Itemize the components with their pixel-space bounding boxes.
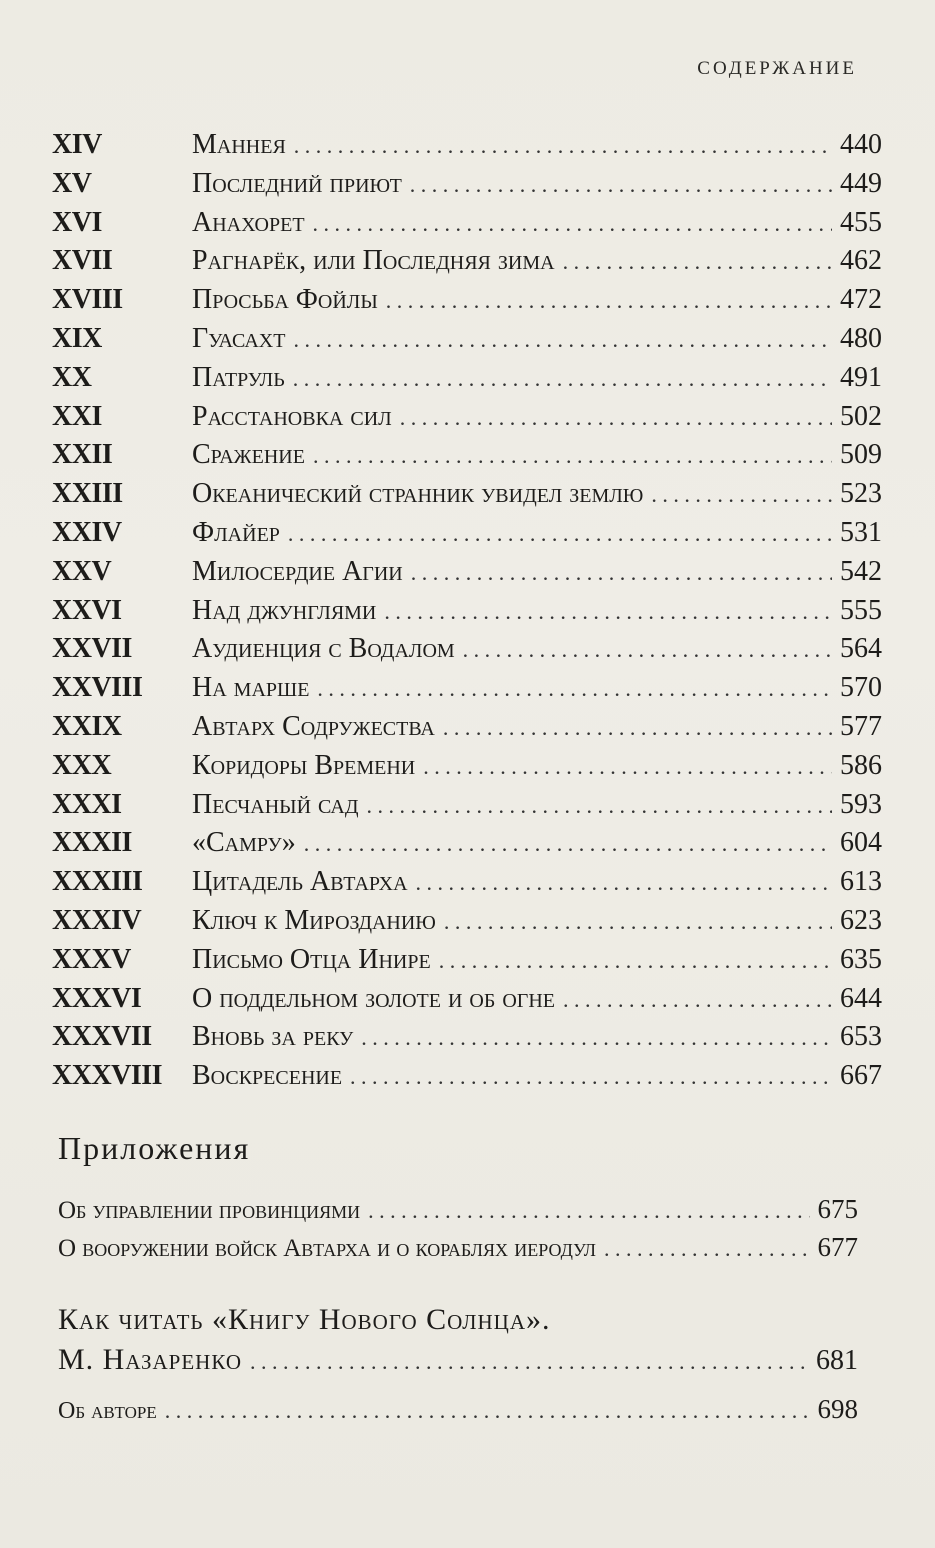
chapter-title: Вновь за реку <box>192 1021 354 1053</box>
toc-row <box>52 941 882 980</box>
chapter-number: XXXI <box>52 788 122 820</box>
toc-row <box>52 398 882 437</box>
page-number: 509 <box>840 439 882 471</box>
chapter-title: Океанический странник увидел землю <box>192 478 644 510</box>
chapter-number: XXII <box>52 439 113 471</box>
page-number: 564 <box>840 633 882 665</box>
dot-leader <box>293 360 832 399</box>
dot-leader <box>416 864 832 903</box>
toc-row <box>52 281 882 320</box>
running-head: СОДЕРЖАНИЕ <box>697 58 857 79</box>
dot-leader <box>361 1019 832 1058</box>
toc-row <box>52 242 882 281</box>
toc-row <box>52 553 882 592</box>
chapter-title: Милосердие Агии <box>192 555 403 587</box>
chapter-title: Рагнарёк, или Последняя зима <box>192 245 555 277</box>
chapter-number: XX <box>52 361 92 393</box>
toc-row <box>52 514 882 553</box>
page-number: 604 <box>840 827 882 859</box>
chapter-number: XXIX <box>52 710 122 742</box>
chapter-number: XXXIV <box>52 904 142 936</box>
chapter-title: Письмо Отца Инире <box>192 943 431 975</box>
dot-leader <box>439 942 832 981</box>
dot-leader <box>288 515 832 554</box>
chapter-number: XVIII <box>52 284 123 316</box>
page-number: 698 <box>817 1394 858 1424</box>
essay-title: Как читать «Книгу Нового Солнца». <box>58 1303 551 1336</box>
chapter-title: Просьба Фойлы <box>192 284 378 316</box>
toc-row <box>52 165 882 204</box>
chapter-title: «Самру» <box>192 827 296 859</box>
page-number: 531 <box>840 516 882 548</box>
toc-row <box>52 359 882 398</box>
chapter-number: XV <box>52 167 92 199</box>
dot-leader <box>563 243 832 282</box>
chapter-number: XXXVI <box>52 982 142 1014</box>
dot-leader <box>250 1342 808 1382</box>
page-number: 586 <box>840 749 882 781</box>
chapter-number: XIV <box>52 129 102 160</box>
chapter-title: Цитадель Автарха <box>192 866 408 898</box>
toc-row <box>52 669 882 708</box>
chapter-title: Коридоры Времени <box>192 749 416 781</box>
chapter-number: XXXVIII <box>52 1060 163 1092</box>
chapter-number: XXVI <box>52 594 122 626</box>
about-row <box>58 1390 858 1428</box>
dot-leader <box>317 670 832 709</box>
page-number: 462 <box>840 245 882 277</box>
toc-row <box>52 592 882 631</box>
dot-leader <box>294 127 832 166</box>
appendix-heading: Приложения <box>58 1130 251 1166</box>
chapter-title: Автарх Содружества <box>192 710 435 742</box>
chapter-number: XXVII <box>52 633 132 665</box>
page-number: 644 <box>840 982 882 1014</box>
dot-leader <box>293 321 832 360</box>
dot-leader <box>463 631 832 670</box>
page-number: 577 <box>840 710 882 742</box>
about-title: Об авторе <box>58 1398 157 1424</box>
chapter-title: Аудиенция с Водалом <box>192 633 455 665</box>
dot-leader <box>350 1058 832 1097</box>
chapter-title: Сражение <box>192 439 305 471</box>
chapter-number: XIX <box>52 322 102 354</box>
dot-leader <box>651 476 832 515</box>
page-number: 491 <box>840 361 882 393</box>
dot-leader <box>304 825 832 864</box>
toc-row <box>52 204 882 243</box>
chapter-number: XXX <box>52 749 112 781</box>
dot-leader <box>411 554 832 593</box>
page-number: 555 <box>840 594 882 626</box>
page-number: 613 <box>840 866 882 898</box>
page-number: 675 <box>817 1194 858 1224</box>
toc-row <box>52 863 882 902</box>
page-number: 593 <box>840 788 882 820</box>
chapter-title: Над джунглями <box>192 594 377 626</box>
toc-row <box>52 980 882 1019</box>
page-number: 677 <box>817 1232 858 1262</box>
chapter-title: На марше <box>192 672 310 704</box>
chapter-title: Маннея <box>192 129 286 160</box>
chapter-title: Анахорет <box>192 206 305 238</box>
toc-row <box>52 126 882 165</box>
toc-row <box>52 630 882 669</box>
page-number: 523 <box>840 478 882 510</box>
toc-row <box>52 1018 882 1057</box>
page-number: 570 <box>840 672 882 704</box>
page-number: 480 <box>840 322 882 354</box>
chapter-number: XXIII <box>52 478 123 510</box>
page-number: 542 <box>840 555 882 587</box>
essay-entry <box>58 1300 858 1380</box>
dot-leader <box>604 1230 809 1268</box>
dot-leader <box>423 748 832 787</box>
dot-leader <box>400 399 832 438</box>
page-number: 681 <box>816 1345 858 1376</box>
chapter-title: Последний приют <box>192 167 402 199</box>
toc-row <box>52 747 882 786</box>
chapter-title: Ключ к Мирозданию <box>192 904 436 936</box>
toc-row <box>52 475 882 514</box>
page-number: 653 <box>840 1021 882 1053</box>
toc-row <box>52 436 882 475</box>
appendix-title: Об управлении провинциями <box>58 1197 361 1224</box>
chapter-number: XXXII <box>52 827 132 859</box>
chapter-number: XXIV <box>52 516 122 548</box>
essay-row <box>58 1340 858 1380</box>
appendix-title: О вооружении войск Автарха и о кораблях иеродул <box>58 1235 597 1262</box>
about-author-entry <box>58 1390 858 1428</box>
dot-leader <box>368 1192 809 1230</box>
dot-leader <box>384 593 832 632</box>
toc-row <box>52 786 882 825</box>
appendix-list <box>58 1190 858 1266</box>
page-number: 502 <box>840 400 882 432</box>
page-number: 455 <box>840 206 882 238</box>
chapter-number: XXXIII <box>52 866 143 898</box>
chapter-number: XXXVII <box>52 1021 152 1053</box>
dot-leader <box>313 205 832 244</box>
dot-leader <box>386 282 832 321</box>
page-number: 449 <box>840 167 882 199</box>
page-number: 472 <box>840 284 882 316</box>
dot-leader <box>410 166 832 205</box>
toc-row <box>52 708 882 747</box>
dot-leader <box>443 709 832 748</box>
chapter-number: XVI <box>52 206 102 238</box>
dot-leader <box>563 981 832 1020</box>
appendix-row <box>58 1190 858 1228</box>
toc-row <box>52 320 882 359</box>
dot-leader <box>444 903 832 942</box>
chapter-number: XXI <box>52 400 102 432</box>
chapter-number: XXXV <box>52 943 131 975</box>
dot-leader <box>366 787 832 826</box>
chapter-number: XXVIII <box>52 672 143 704</box>
chapter-title: Гуасахт <box>192 322 286 354</box>
appendix-row <box>58 1228 858 1266</box>
essay-author: М. Назаренко <box>58 1343 242 1376</box>
page-number: 667 <box>840 1060 882 1092</box>
dot-leader <box>165 1392 810 1430</box>
chapter-title: Расстановка сил <box>192 400 392 432</box>
page-number: 440 <box>840 129 882 160</box>
chapter-number: XXV <box>52 555 112 587</box>
page-number: 635 <box>840 943 882 975</box>
toc-row <box>52 902 882 941</box>
chapter-title: Песчаный сад <box>192 788 359 820</box>
chapter-title: О поддельном золоте и об огне <box>192 982 556 1014</box>
page-number: 623 <box>840 904 882 936</box>
chapter-number: XVII <box>52 245 113 277</box>
chapter-title: Патруль <box>192 361 285 393</box>
chapter-title: Воскресение <box>192 1060 343 1092</box>
chapter-title: Флайер <box>192 516 280 548</box>
dot-leader <box>313 437 832 476</box>
toc-row <box>52 1057 882 1096</box>
table-of-contents <box>52 126 882 1096</box>
toc-row <box>52 824 882 863</box>
